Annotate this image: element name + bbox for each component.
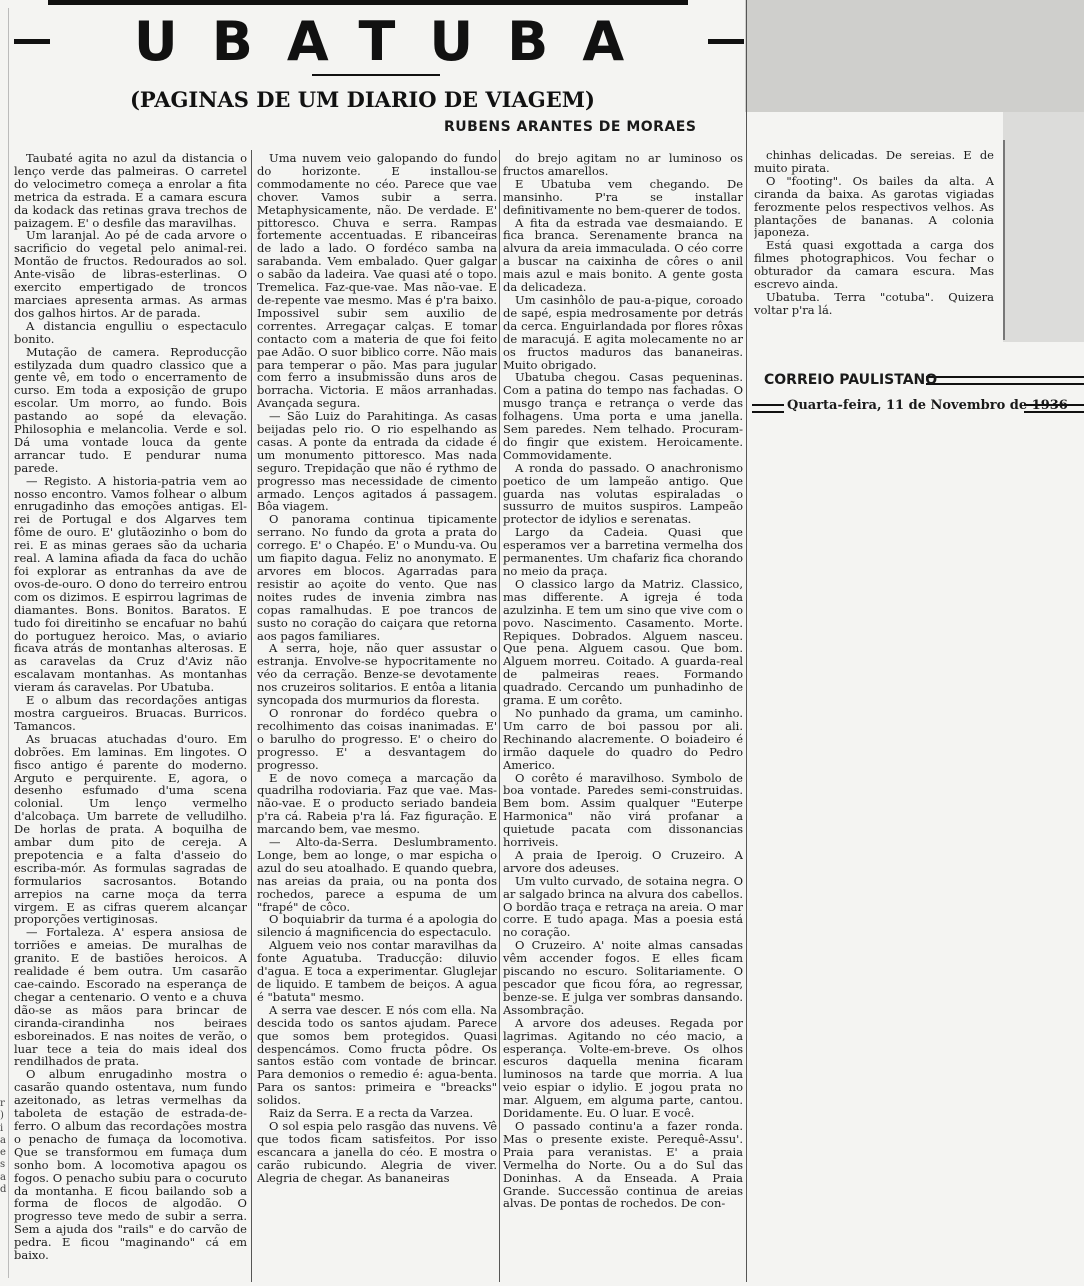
paragraph: E de novo começa a marcação da quadrilha rodoviaria. Faz que vae. Mas-não-vae. E o producto seriado bandeia p'ra cá. Rabeia p'ra lá. Faz figuração. E marcando bem, vae mesmo. <box>257 770 497 837</box>
article-column-4 <box>754 149 994 329</box>
paragraph: — São Luiz do Parahitinga. As casas beijadas pelo rio. O rio espelhando as casas. A ponte da entrada da cidade é um monumento pittoresco. Mas nada seguro. Trepidação que não é rythmo de progresso mas necessidade de cimento armado. Lenços agitados á passagem. Bôa viagem. <box>257 409 497 514</box>
paragraph: O corêto é maravilhoso. Symbolo de boa vontade. Paredes semi-construidas. Bem bom. Assim qualquer "Euterpe Harmonica" não virá profanar a quietude pacata com dissonancias horriveis. <box>503 770 743 850</box>
paragraph: Alguem veio nos contar maravilhas da fonte Aguatuba. Traducção: diluvio d'agua. E toca a experimentar. Gluglejar de liquido. E tambem de beiços. A agua é "batuta" mesmo. <box>257 938 497 1004</box>
margin-fragment: r ) i a e s a d <box>0 1098 7 1196</box>
paragraph: Taubaté agita no azul da distancia o lenço verde das palmeiras. O carretel do velocimetro começa a enrolar a fita metrica da estrada. E a camara escura da kodack das retinas grava trechos de paizagem. E' o desfile das maravilhas. <box>14 152 247 230</box>
paragraph: O "footing". Os bailes da alta. A ciranda da baixa. As garotas vigiadas ferozmente pelos respectivos velhos. As plantações de bananas. A colonia japoneza. <box>754 173 994 240</box>
paragraph: A praia de Iperoig. O Cruzeiro. A arvore dos adeuses. <box>503 847 743 875</box>
adjacent-clipping-right <box>1003 112 1084 342</box>
paragraph: No punhado da grama, um caminho. Um carro de boi passou por ali. Rechinando alacremente. O boiadeiro é irmão daquele do quadro do Pedro Americo. <box>503 705 743 772</box>
masthead-rule-top <box>926 376 1084 385</box>
paragraph: Um casinhôlo de pau-a-pique, coroado de sapé, espia medrosamente por detrás da cerca. Enguirlandada por flores rôxas de maracujá. E agita molecamente no ar os fructos maduros das bananeiras. Muito obrigado. <box>503 292 743 372</box>
paragraph: Ubatuba. Terra "cotuba". Quizera voltar p'ra lá. <box>754 289 994 317</box>
paragraph: A serra, hoje, não quer assustar o estranja. Envolve-se hypocritamente no véo da cerração. Benze-se devotamente nos cruzeiros solitarios. E entôa a litania syncopada dos murmurios da floresta. <box>257 641 497 708</box>
paragraph: A ronda do passado. O anachronismo poetico de um lampeão antigo. Que guarda nas volutas espiraladas o sussurro de muitos suspiros. Lampeão protector de idylios e serenatas. <box>503 460 743 527</box>
paragraph: — Fortaleza. A' espera ansiosa de torriões e ameias. De muralhas de granito. E de bastiões heroicos. A realidade é bem outra. Um casarão cae-caindo. Escorado na esperança de chegar a centenario. O vento e a chuva dão-se as mãos para brincar de ciranda-cirandinha nos beiraes esboreinados. E nas noites de verão, o luar tece a teia do mais ideal dos rendilhados de prata. <box>14 925 247 1069</box>
newspaper-name: CORREIO PAULISTANO <box>764 372 938 388</box>
paragraph: O Cruzeiro. A' noite almas cansadas vêm accender fogos. E elles ficam piscando no escuro. Solitariamente. O pescador que ficou fóra, ao regressar, benze-se. E julga ver sombras dansando. Assombração. <box>503 938 743 1017</box>
paragraph: Um laranjal. Ao pé de cada arvore o sacrificio do vegetal pelo animal-rei. Montão de fructos. Redourados ao sol. Ante-visão de libras-esterlinas. O exercito empertigado de troncos marciaes apresenta armas. As armas dos galhos hirtos. Ar de parada. <box>14 228 247 320</box>
paragraph: A serra vae descer. E nós com ella. Na descida todo os santos ajudam. Parece que somos bem protegidos. Quasi despencámos. Como fructa pôdre. Os santos estão com vontade de brincar. Para demonios o remedio é: agua-benta. Para os santos: primeira e "breacks" solidos. <box>257 1002 497 1108</box>
paragraph: A fita da estrada vae desmaiando. E fica branca. Serenamente branca na alvura da areia immaculada. O céo corre a buscar na caixinha de côres o anil mais azul e mais bonito. A gente gosta da delicadeza. <box>503 215 743 295</box>
paragraph: Ubatuba chegou. Casas pequeninas. Com a patina do tempo nas fachadas. O musgo trança e retrança o verde das folhagens. Uma porta e uma janella. Sem paredes. Nem telhado. Procuram-do fingir que existem. Heroicamente. Commovidamente. <box>503 370 743 462</box>
column-rule-1 <box>251 150 252 1282</box>
paragraph: Raiz da Serra. E a recta da Varzea. <box>269 1106 474 1121</box>
left-border <box>8 8 9 1278</box>
title-divider <box>312 74 440 79</box>
title-row <box>14 8 744 74</box>
paragraph: Largo da Cadeia. Quasi que esperamos ver a barretina vermelha dos permanentes. Um chafariz fica chorando no meio da praça. <box>503 525 743 578</box>
paragraph: Mutação de camera. Reproducção estilyzada dum quadro classico que a gente vê, em todo o encerramento de curso. Em toda a exposição de grupo escolar. Um morro, ao fundo. Bois pastando ao sopé da elevação. Philosophia e melancolia. Verde e sol. Dá uma vontade louca da gente arrancar tudo. E pendurar numa parede. <box>14 344 247 475</box>
paragraph: O sol espia pelo rasgão das nuvens. Vê que todos ficam satisfeitos. Por isso escancara a janella do céo. E mostra o carão rubicundo. Alegria de viver. Alegria de chegar. As bananeiras <box>257 1118 497 1185</box>
paragraph: Uma nuvem veio galopando do fundo do horizonte. E installou-se commodamente no céo. Parece que vae chover. Vamos subir a serra. Metaphysicamente, não. De verdade. E' pittoresco. Chuva e serra. Rampas fortemente accentuadas. E ribanceiras de lado a lado. O fordéco samba na sarabanda. Vem embalado. Quer galgar o sabão da ladeira. Vae quasi até o topo. Tremelica. Faz-que-vae. Mas não-vae. E de-repente vae mesmo. Mas é p'ra baixo. Impossivel subir sem auxilio de correntes. Arregaçar calças. E tomar contacto com a materia de que foi feito pae Adão. O suor biblico corre. Não mais para temperar o pão. Mas para jugular com ferro a insubmissão duns aros de borracha. Victoria. E mãos arranhadas. Avançada segura. <box>257 152 497 411</box>
article-byline: RUBENS ARANTES DE MORAES <box>444 119 697 135</box>
paragraph: A arvore dos adeuses. Regada por lagrimas. Agitando no céo macio, a esperança. Volte-em-breve. Os olhos escuros daquella menina ficaram luminosos na tarde que morria. A lua veio espiar o idylio. E jogou prata no mar. Alguem, em alguma parte, cantou. Doridamente. Eu. O luar. E você. <box>503 1015 743 1121</box>
paragraph: E Ubatuba vem chegando. De mansinho. P'ra se installar definitivamente no bem-querer de todos. <box>503 176 743 217</box>
paragraph: O passado continu'a a fazer ronda. Mas o presente existe. Perequê-Assu'. Praia para veranistas. E' a praia Vermelha do Norte. Ou a do Sul das Doninhas. A da Enseada. A Praia Grande. Successão continua de areias alvas. De pontas de rochedos. De con- <box>503 1118 743 1211</box>
article-column-1 <box>14 152 247 1282</box>
paragraph: — Registo. A historia-patria vem ao nosso encontro. Vamos folhear o album enrugadinho das emoções antigas. El-rei de Portugal e dos Algarves tem fôme de ouro. E' glutãozinho o bom do rei. E as minas geraes são da ucharia real. A lamina afiada da faca do uchão foi explorar as entranhas da ave de ovos-de-ouro. O dono do terreiro entrou com os dizimos. E espirrou lagrimas de diamantes. Bons. Bonitos. Baratos. E tudo foi direitinho se encafuar no bahú do portuguez heroico. Mas, o aviario ficava atrás de montanhas alterosas. E as caravelas da Cruz d'Aviz não escalavam montanhas. As montanhas vieram ás caravelas. Por Ubatuba. <box>14 473 247 695</box>
paragraph: Um vulto curvado, de sotaina negra. O ar salgado brinca na alvura dos cabellos. O bordão traça e retraça na areia. O mar corre. E tudo apaga. Mas a poesia está no coração. <box>503 873 743 940</box>
paragraph: O album enrugadinho mostra o casarão quando ostentava, num fundo azeitonado, as letras vermelhas da taboleta de estação de estrada-de-ferro. O album das recordações mostra o penacho de fumaça da locomotiva. Que se transformou em fumaça dum sonho bom. A locomotiva apagou os fogos. O penacho subiu para o cocuruto da montanha. E ficou bailando sob a forma de flocos de algodão. O progresso teve medo de subir a serra. Sem a ajuda dos "rails" e do carvão de pedra. E ficou "maginando" cá em baixo. <box>14 1067 247 1263</box>
paragraph: O panorama continua tipicamente serrano. No fundo da grota a prata do corrego. E' o Chapéo. E' o Mundu-va. Ou um fiapito dagua. Feliz no anonymato. E arvores em blocos. Agarradas para resistir ao açoite do vento. Que nas noites rudes de invenia zimbra nas copas ramalhudas. E poe trancos de susto no coração do caiçara que retorna aos pagos familiares. <box>257 512 497 643</box>
adjacent-clipping-top <box>745 0 1084 112</box>
masthead-rule-left <box>752 404 784 413</box>
column-rule-3 <box>746 0 747 1282</box>
paragraph: O boquiabrir da turma é a apologia do silencio á magnificencia do espectaculo. <box>257 912 497 940</box>
column-rule-2 <box>499 150 500 1282</box>
title-dash-left <box>14 39 50 44</box>
paragraph: O classico largo da Matriz. Classico, mas differente. A igreja é toda azulzinha. E tem um sino que vive com o povo. Nascimento. Casamento. Morte. Repiques. Dobrados. Alguem nasceu. Que pena. Alguem casou. Que bom. Alguem morreu. Coitado. A guarda-real de palmeiras reaes. Formando quadrado. Cercando um punhadinho de grama. E um corêto. <box>503 576 743 708</box>
paragraph: Está quasi exgottada a carga dos filmes photographicos. Vou fechar o obturador da camara escura. Mas escrevo ainda. <box>754 238 994 292</box>
paragraph: As bruacas atuchadas d'ouro. Em dobrões. Em laminas. Em lingotes. O fisco antigo é parente do moderno. Arguto e perquirente. E, agora, o desenho esfumado d'uma scena colonial. Um lenço vermelho d'alcobaça. Um barrete de velludilho. De horlas de prata. A boquilha de ambar dum pito de cereja. A prepotencia e a falta d'asseio do escriba-mór. As formulas sagradas de formularios sacrosantos. Botando arrepios na carne moça da terra virgem. E as cifras querem alcançar proporções vertiginosas. <box>14 731 247 927</box>
paragraph: O ronronar do fordéco quebra o recolhimento das coisas inanimadas. E' o barulho do progresso. E' o cheiro do progresso. E' a desvantagem do progresso. <box>257 705 497 772</box>
publication-date: Quarta-feira, 11 de Novembro de 1936 <box>787 398 1068 413</box>
article-column-2 <box>257 152 497 1282</box>
masthead-rule-right <box>1024 404 1084 413</box>
title-dash-right <box>708 39 744 44</box>
article-column-3 <box>503 152 743 1282</box>
paragraph: do brejo agitam no ar luminoso os fructos amarellos. <box>503 152 743 178</box>
paragraph: A distancia engulliu o espectaculo bonito. <box>14 318 247 346</box>
article-title: UBATUBA <box>133 9 659 73</box>
paragraph: — Alto-da-Serra. Deslumbramento. Longe, bem ao longe, o mar espicha o azul do seu atoalhado. E quando quebra, nas areias da praia, ou na ponta dos rochedos, parece a espuma de um "frapé" de côco. <box>257 835 497 914</box>
article-subtitle: (PAGINAS DE UM DIARIO DE VIAGEM) <box>130 87 595 112</box>
paragraph: chinhas delicadas. De sereias. E de muito pirata. <box>754 149 994 175</box>
paragraph: E o album das recordações antigas mostra cargueiros. Bruacas. Burricos. Tamancos. <box>14 693 247 733</box>
top-rule <box>48 0 688 5</box>
